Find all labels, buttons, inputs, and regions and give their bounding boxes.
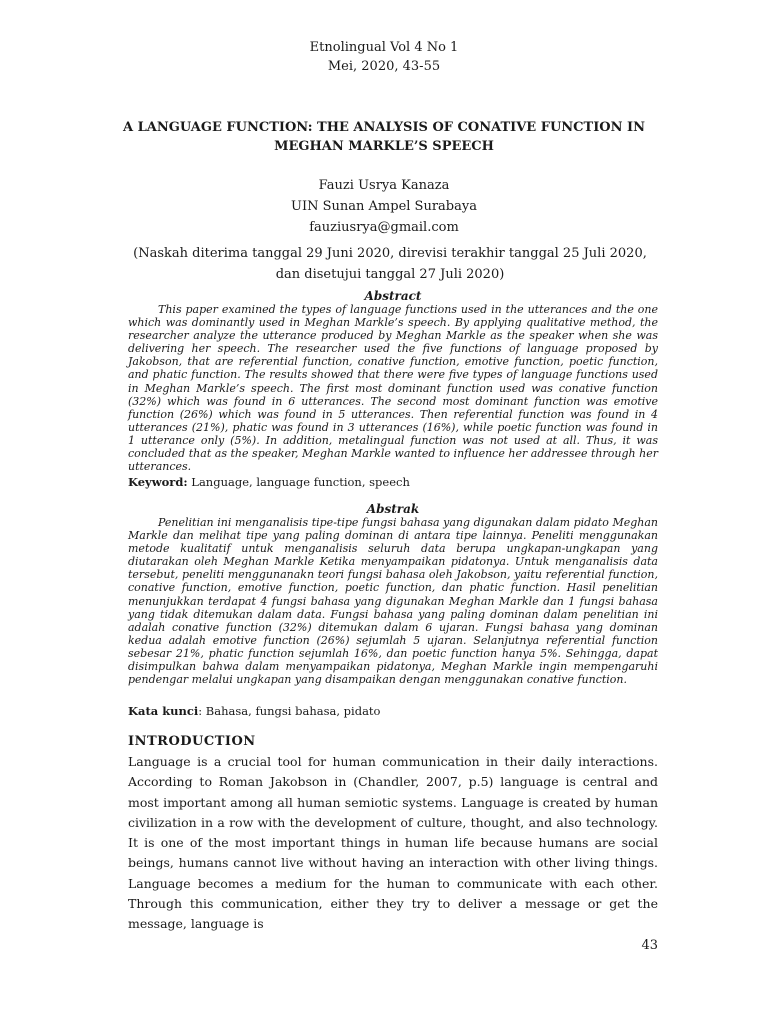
paper-title: A LANGUAGE FUNCTION: THE ANALYSIS OF CONATIVE FUNCTION IN MEGHAN MARKLE’S SPEECH [123,120,645,154]
author-affiliation: UIN Sunan Ampel Surabaya [291,199,477,214]
kata-kunci [128,703,658,719]
abstrak-heading: Abstrak [366,502,420,516]
keywords [128,474,658,490]
introduction-heading: INTRODUCTION [128,734,256,749]
journal-name: Etnolingual Vol 4 No 1 [309,40,459,55]
abstrak-text: Penelitian ini menganalisis tipe-tipe fungsi bahasa yang digunakan dalam pidato Meghan Markle dan melihat tipe yang paling dominan di antara tipe lainnya. Peneliti menggunakan metode kualitatif untuk menganalisis seluruh data berupa ungkapan-ungkapan yang diutarakan oleh Meghan Markle Ketika menyampaikan pidatonya. Untuk menganalisis data tersebut, peneliti menggunanakn teori fungsi bahasa oleh Jakobson, yaitu referential function, conative function, emotive function, poetic function, dan phatic function. Hasil penelitian menunjukkan terdapat 4 fungsi bahasa yang digunakan Meghan Markle dan 1 fungsi bahasa yang tidak ditemukan dalam data. Fungsi bahasa yang paling dominan dalam penelitian ini adalah conative function (32%) ditemukan dalam 6 ujaran. Fungsi bahasa yang dominan kedua adalah emotive function (26%) sejumlah 5 ujaran. Selanjutnya referential function sebesar 21%, phatic function sejumlah 16%, dan poetic function hanya 5%. Sehingga, dapat disimpulkan bahwa dalam menyampaikan pidatonya, Meghan Markle ingin mempengaruhi pendengar melalui ungkapan yang disampaikan dengan menggunakan conative function. [128,516,658,687]
author-email: fauziusrya@gmail.com [309,220,459,235]
abstract-indonesian [128,502,658,686]
page-number: 43 [641,938,658,953]
journal-header [0,38,768,76]
abstract-english [128,289,658,473]
abstract-text: This paper examined the types of language functions used in the utterances and the one which was dominantly used in Meghan Markle’s speech. By applying qualitative method, the researcher analyze the utterance produced by Meghan Markle as the speaker when she was delivering her speech. The researcher used the five functions of language proposed by Jakobson, that are referential function, conative function, emotive function, poetic function, and phatic function. The results showed that there were five types of language functions used in Meghan Markle’s speech. The first most dominant function used was conative function (32%) which was found in 6 utterances. The second most dominant function was emotive function (26%) which was found in 5 utterances. Then referential function was found in 4 utterances (21%), phatic was found in 3 utterances (16%), while poetic function was found in 1 utterance only (5%). In addition, metalingual function was not used at all. Thus, it was concluded that as the speaker, Meghan Markle wanted to influence her addressee through her utterances. [128,303,658,474]
kata-kunci-label: Kata kunci [128,704,199,718]
introduction-text: Language is a crucial tool for human communication in their daily interactions. According to Roman Jakobson in (Chandler, 2007, p.5) language is central and most important among all human semiotic systems. Language is created by human civilization in a row with the development of culture, thought, and also technology. It is one of the most important things in human life because humans are social beings, humans cannot live without having an interaction with other living things. Language becomes a medium for the human to communicate with each other. Through this communication, either they try to deliver a message or get the message, language is [128,754,658,932]
author-block [0,175,768,238]
kata-kunci-text: : Bahasa, fungsi bahasa, pidato [198,704,381,718]
keyword-text: Language, language function, speech [187,475,410,489]
journal-issue: Mei, 2020, 43-55 [327,59,441,74]
keyword-label: Keyword: [128,475,188,489]
abstract-heading: Abstract [364,289,422,303]
submission-dates: (Naskah diterima tanggal 29 Juni 2020, direvisi terakhir tanggal 25 Juli 2020, dan disetujui tanggal 27 Juli 2020) [133,246,647,282]
author-name: Fauzi Usrya Kanaza [318,178,450,193]
